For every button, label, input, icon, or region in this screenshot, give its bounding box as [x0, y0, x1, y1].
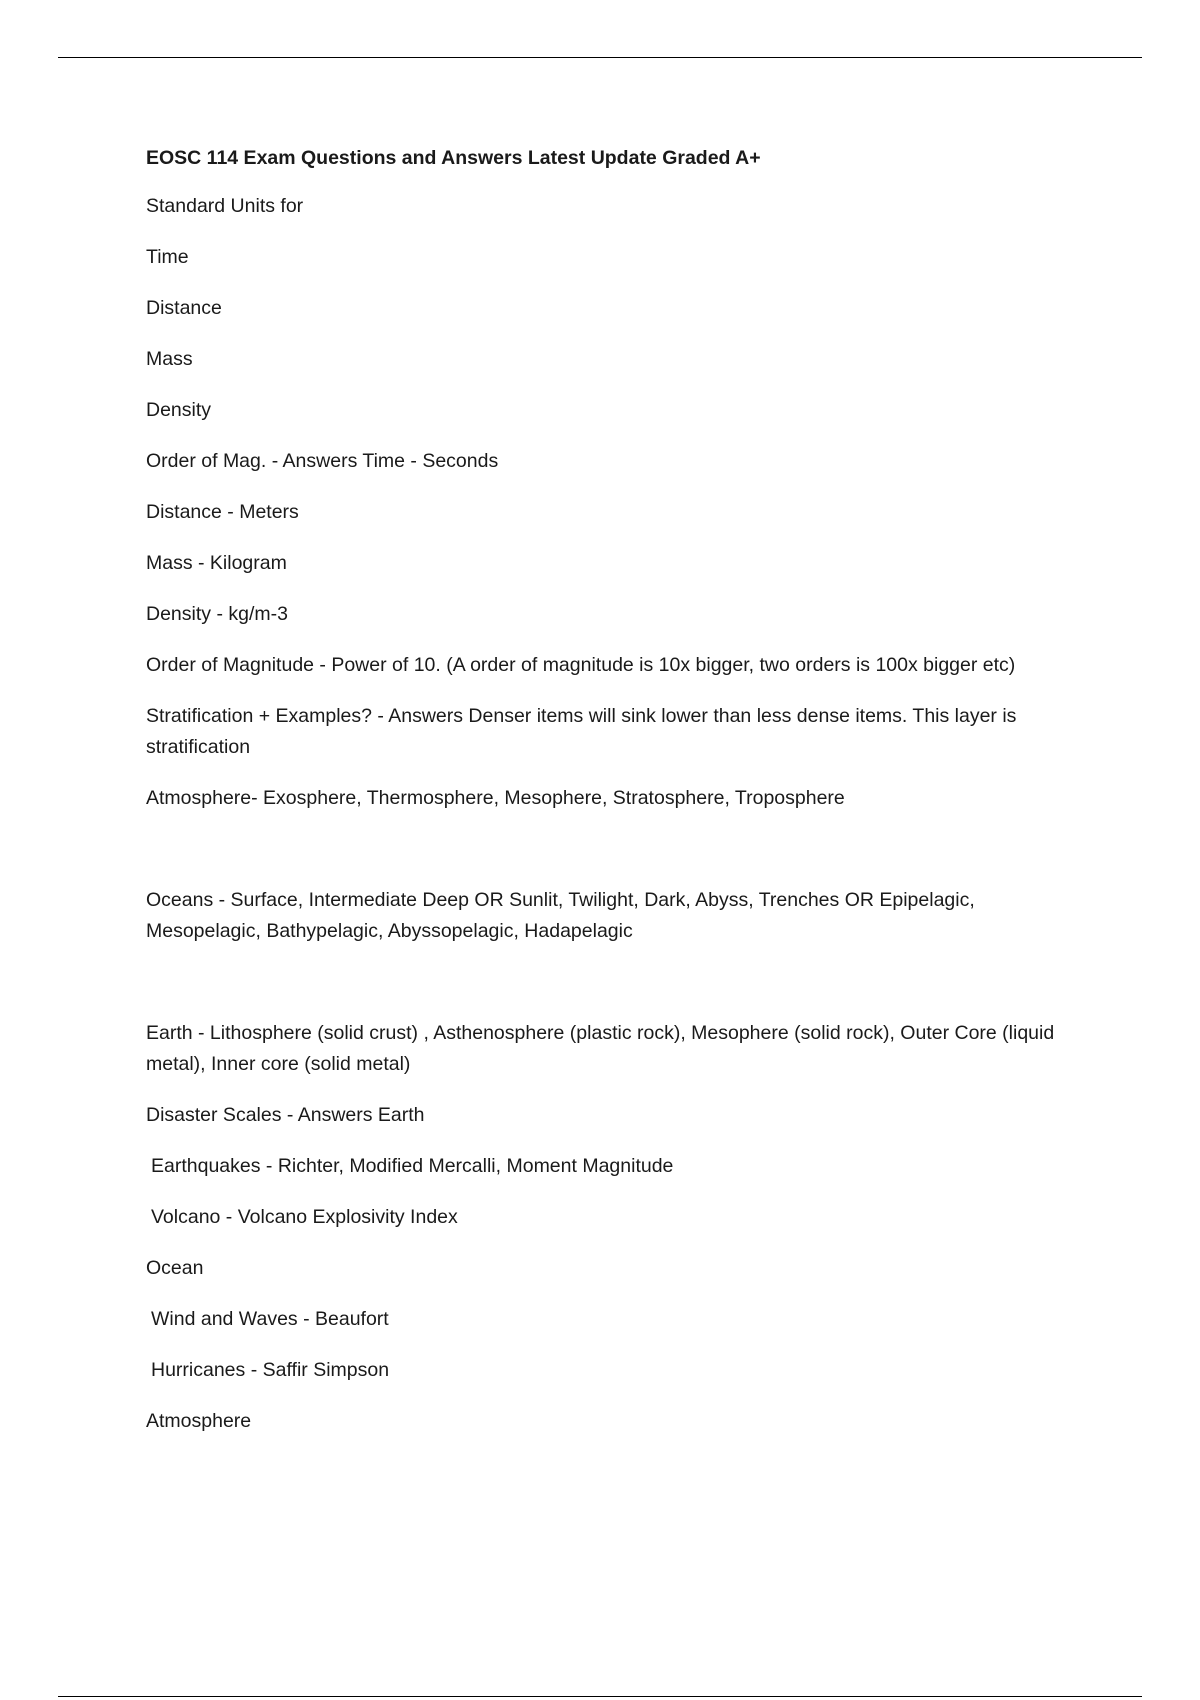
text-line: Disaster Scales - Answers Earth — [146, 1104, 425, 1126]
text-line: Atmosphere — [146, 1410, 252, 1432]
text-line: Stratification + Examples? - Answers Denser items will sink lower than less dense items. This layer is stratification — [146, 705, 1017, 758]
text-line: Earth - Lithosphere (solid crust) , Asthenosphere (plastic rock), Mesophere (solid rock), Outer Core (liquid metal), Inner core (solid metal) — [146, 1022, 1055, 1075]
text-line: Standard Units for — [146, 195, 304, 217]
document-body — [146, 143, 1066, 1457]
text-line: Distance - Meters — [146, 501, 299, 523]
text-line: Volcano - Volcano Explosivity Index — [151, 1206, 458, 1228]
text-line: Hurricanes - Saffir Simpson — [151, 1359, 390, 1381]
text-line: Earthquakes - Richter, Modified Mercalli, Moment Magnitude — [151, 1155, 674, 1177]
top-divider — [58, 57, 1142, 58]
text-line: Wind and Waves - Beaufort — [151, 1308, 389, 1330]
document-title: EOSC 114 Exam Questions and Answers Latest Update Graded A+ — [146, 147, 761, 169]
text-line: Density - kg/m-3 — [146, 603, 288, 625]
text-line: Time — [146, 246, 189, 268]
text-line: Oceans - Surface, Intermediate Deep OR Sunlit, Twilight, Dark, Abyss, Trenches OR Epipelagic, Mesopelagic, Bathypelagic, Abyssopelagic, Hadapelagic — [146, 889, 975, 942]
blank-space — [146, 967, 1066, 1018]
text-line: Ocean — [146, 1257, 204, 1279]
blank-space — [146, 834, 1066, 885]
text-line: Order of Mag. - Answers Time - Seconds — [146, 450, 499, 472]
text-line: Mass - Kilogram — [146, 552, 287, 574]
text-line: Distance — [146, 297, 222, 319]
text-line: Density — [146, 399, 212, 421]
text-line: Mass — [146, 348, 193, 370]
bottom-divider — [58, 1696, 1142, 1697]
text-line: Order of Magnitude - Power of 10. (A order of magnitude is 10x bigger, two orders is 100x bigger etc) — [146, 654, 1016, 676]
text-line: Atmosphere- Exosphere, Thermosphere, Mesophere, Stratosphere, Troposphere — [146, 787, 845, 809]
